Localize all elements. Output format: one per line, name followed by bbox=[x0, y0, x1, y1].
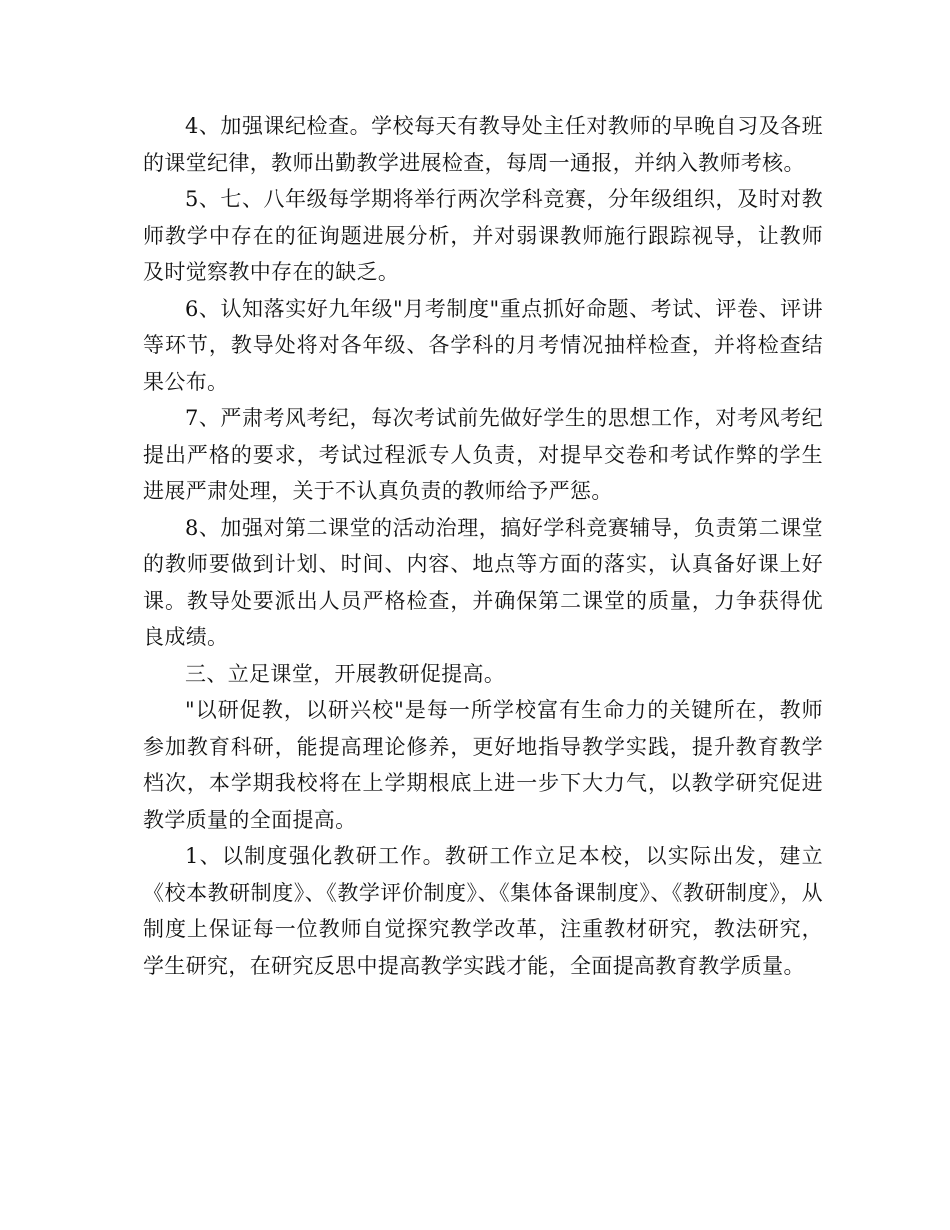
paragraph-item-5-subject-competition: 5、七、八年级每学期将举行两次学科竞赛，分年级组织，及时对教师教学中存在的征询题进展分析，并对弱课教师施行跟踪视导，让教师及时觉察教中存在的缺乏。 bbox=[143, 187, 823, 284]
paragraph-research-intro: "以研促教，以研兴校"是每一所学校富有生命力的关键所在，教师参加教育科研，能提高理论修养，更好地指导教学实践，提升教育教学档次，本学期我校将在上学期根底上进一步下大力气，以教学研究促进教学质量的全面提高。 bbox=[143, 698, 823, 832]
paragraph-item-7-exam-discipline: 7、严肃考风考纪，每次考试前先做好学生的思想工作，对考风考纪提出严格的要求，考试过程派专人负责，对提早交卷和考试作弊的学生进展严肃处理，关于不认真负责的教师给予严惩。 bbox=[143, 406, 823, 503]
document-page bbox=[143, 108, 823, 984]
paragraph-item-8-second-classroom: 8、加强对第二课堂的活动治理，搞好学科竞赛辅导，负责第二课堂的教师要做到计划、时间、内容、地点等方面的落实，认真备好课上好课。教导处要派出人员严格检查，并确保第二课堂的质量，力争获得优良成绩。 bbox=[143, 515, 823, 649]
paragraph-item-4-class-discipline: 4、加强课纪检查。学校每天有教导处主任对教师的早晚自习及各班的课堂纪律，教师出勤教学进展检查，每周一通报，并纳入教师考核。 bbox=[143, 114, 823, 175]
paragraph-item-1-research-system: 1、以制度强化教研工作。教研工作立足本校，以实际出发，建立《校本教研制度》、《教学评价制度》、《集体备课制度》、《教研制度》，从制度上保证每一位教师自觉探究教学改革，注重教材研究，教法研究，学生研究，在研究反思中提高教学实践才能，全面提高教育教学质量。 bbox=[143, 844, 823, 978]
paragraph-item-6-monthly-exam: 6、认知落实好九年级"月考制度"重点抓好命题、考试、评卷、评讲等环节，教导处将对各年级、各学科的月考情况抽样检查，并将检查结果公布。 bbox=[143, 296, 823, 394]
section-heading-three: 三、立足课堂，开展教研促提高。 bbox=[185, 661, 506, 686]
